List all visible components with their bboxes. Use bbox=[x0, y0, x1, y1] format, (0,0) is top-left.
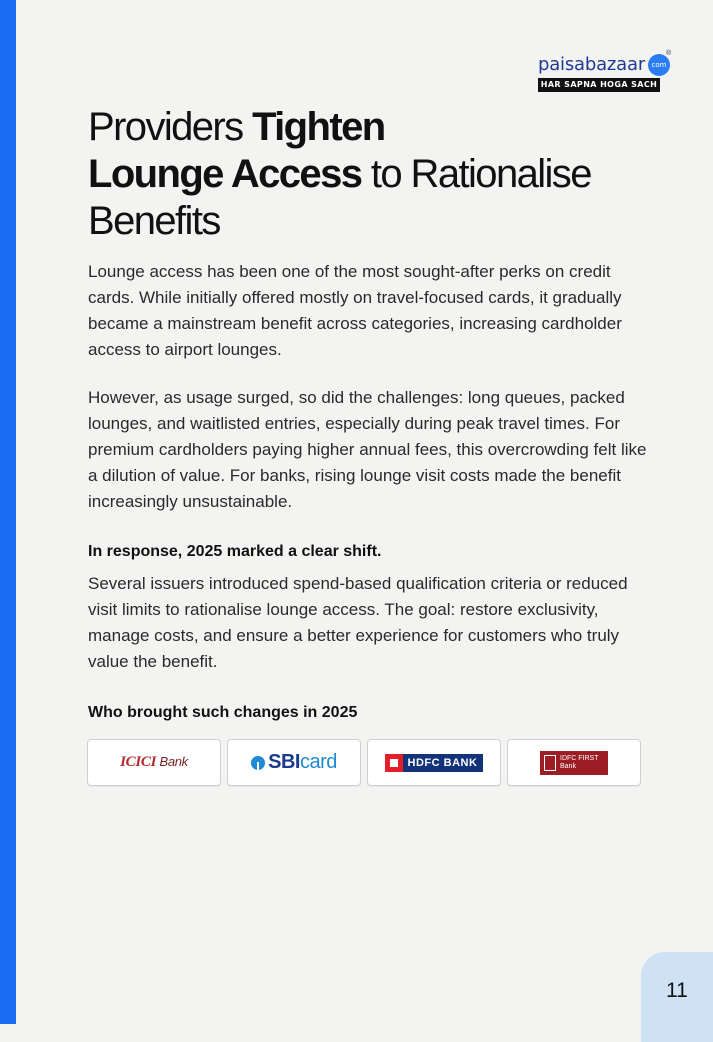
challenges-paragraph: However, as usage surged, so did the challenges: long queues, packed lounges, and waitlisted entries, especially during peak travel times. For premium cardholders paying higher annual fees, this overcrowding felt like a dilution of value. For banks, rising lounge visit costs made the benefit increasingly unsustainable. bbox=[88, 388, 647, 511]
page-number-tab bbox=[641, 952, 713, 1042]
brand-registered-mark: ® bbox=[666, 50, 672, 57]
hdfc-mark-icon bbox=[385, 754, 403, 772]
idfc-logo-text bbox=[560, 755, 599, 771]
idfc-logo-box bbox=[540, 751, 608, 775]
sbi-suffix: card bbox=[299, 751, 337, 773]
brand-name: paisabazaar bbox=[538, 54, 646, 75]
icici-suffix: Bank bbox=[156, 754, 188, 769]
sbi-card-logo bbox=[227, 739, 361, 786]
idfc-first-bank-logo bbox=[507, 739, 641, 786]
title-part-1: Providers bbox=[88, 105, 253, 149]
hdfc-logo-text: HDFC BANK bbox=[407, 756, 478, 769]
page-title bbox=[88, 104, 678, 245]
title-part-5: Benefits bbox=[88, 199, 220, 243]
idfc-mark-icon bbox=[544, 755, 556, 771]
bank-logos-row bbox=[87, 739, 643, 787]
icici-bank-logo bbox=[87, 739, 221, 786]
brand-com-badge: com bbox=[648, 54, 670, 76]
response-paragraph: Several issuers introduced spend-based qualification criteria or reduced visit limits to rationalise lounge access. The goal: restore exclusivity, manage costs, and ensure a better experience for customers who truly value the benefit. bbox=[88, 574, 628, 671]
paisabazaar-logo bbox=[538, 50, 672, 94]
hdfc-bank-logo bbox=[367, 739, 501, 786]
left-accent-bar bbox=[0, 0, 16, 1024]
idfc-line-1: IDFC FIRST bbox=[560, 754, 599, 762]
response-heading: In response, 2025 marked a clear shift. bbox=[88, 543, 382, 560]
title-part-2: Tighten bbox=[252, 105, 385, 149]
intro-paragraph: Lounge access has been one of the most sought-after perks on credit cards. While initially offered mostly on travel-focused cards, it gradually became a mainstream benefit across categories, increasing cardholder access to airport lounges. bbox=[88, 262, 622, 359]
banks-heading: Who brought such changes in 2025 bbox=[88, 704, 358, 721]
hdfc-logo-box bbox=[385, 754, 484, 772]
title-part-3: Lounge Access bbox=[88, 152, 362, 196]
sbi-main: SBI bbox=[268, 751, 300, 773]
page-number: 11 bbox=[666, 979, 688, 1002]
idfc-line-2: Bank bbox=[560, 762, 576, 770]
sbi-logo-text bbox=[268, 751, 337, 774]
sbi-icon bbox=[251, 756, 265, 770]
icici-logo-text bbox=[120, 754, 188, 771]
icici-main: ICICI bbox=[120, 754, 157, 770]
brand-tagline: HAR SAPNA HOGA SACH bbox=[538, 78, 660, 92]
title-part-4: to Rationalise bbox=[361, 152, 591, 196]
